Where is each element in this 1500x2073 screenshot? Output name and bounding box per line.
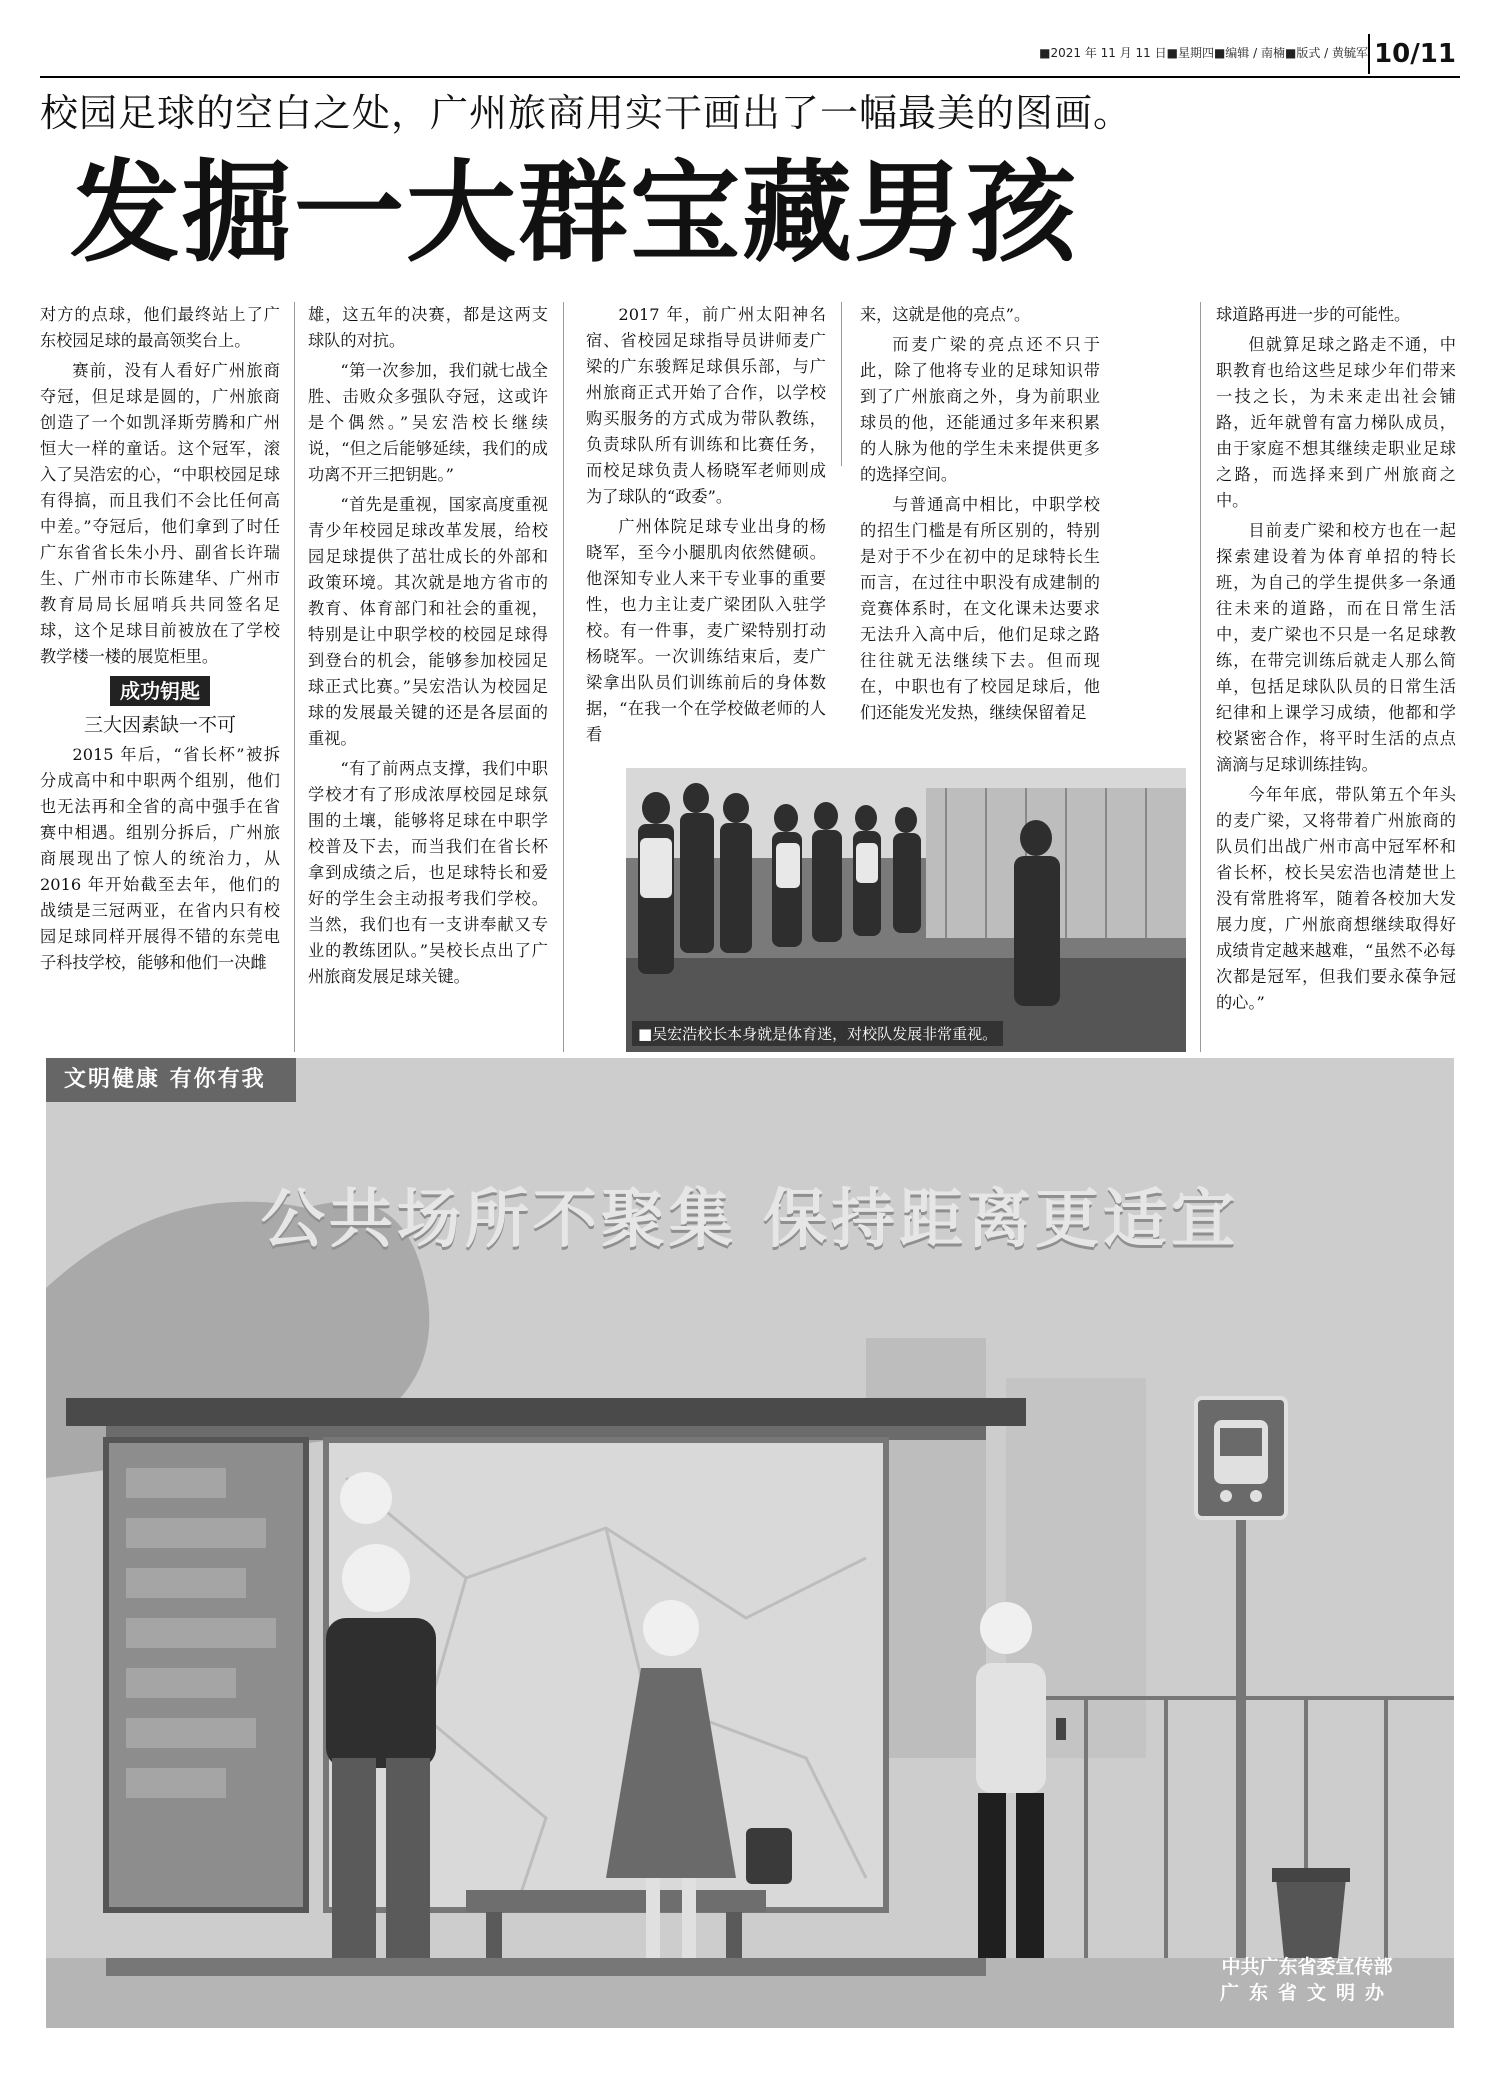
paragraph: 对方的点球，他们最终站上了广东校园足球的最高领奖台上。 [40, 305, 280, 350]
psa-poster [46, 1058, 1454, 2028]
article-column-5 [1216, 302, 1456, 1052]
article-headline: 发掘一大群宝藏男孩 [70, 148, 1078, 277]
section-heading [40, 676, 280, 738]
psa-badge: 文明健康 有你有我 [46, 1058, 296, 1102]
team-photo-illustration [626, 768, 1186, 1052]
paragraph: 目前麦广梁和校方也在一起探索建设着为体育单招的特长班，为自己的学生提供多一条通往未来的道路，而在日常生活中，麦广梁也不只是一名足球教练，在带完训练后就走人那么简单，包括足球队队员的日常生活纪律和上课学习成绩，他都和学校紧密合作，将平时生活的点点滴滴与足球训练挂钩。 [1216, 521, 1456, 774]
paragraph: 今年年底，带队第五个年头的麦广梁，又将带着广州旅商的队员们出战广州市高中冠军杯和省长杯，校长吴宏浩也清楚世上没有常胜将军，随着各校加大发展力度，广州旅商想继续取得好成绩肯定越来越难，“虽然不必每次都是冠军，但我们要永葆争冠的心。” [1216, 785, 1456, 1012]
article-column-1 [40, 302, 280, 1052]
paragraph: 雄，这五年的决赛，都是这两支球队的对抗。 [308, 305, 548, 350]
article-column-3 [586, 302, 826, 744]
team-photo [626, 768, 1186, 1052]
psa-org-line-1: 中共广东省委宣传部 [1221, 1956, 1393, 1978]
paragraph: 2017 年，前广州太阳神名宿、省校园足球指导员讲师麦广梁的广东骏辉足球俱乐部，与广州旅商正式开始了合作，以学校购买服务的方式成为带队教练，负责球队所有训练和比赛任务，而校足球负责人杨晓军老师则成为了球队的“政委”。 [586, 305, 826, 506]
psa-organization [1220, 1954, 1394, 2006]
paragraph: “有了前两点支撑，我们中职学校才有了形成浓厚校园足球氛围的土壤，能够将足球在中职学校普及下去，而当我们在省长杯拿到成绩之后，也足球特长和爱好的学生会主动报考我们学校。当然，我们也有一支讲奉献又专业的教练团队。”吴校长点出了广州旅商发展足球关键。 [308, 759, 548, 986]
photo-caption: ■吴宏浩校长本身就是体育迷，对校队发展非常重视。 [632, 1021, 1003, 1046]
psa-org-line-2: 广东省文明办 [1219, 1982, 1394, 2004]
page-number: 10/11 [1368, 34, 1460, 74]
paragraph: 赛前，没有人看好广州旅商夺冠，但足球是圆的，广州旅商创造了一个如凯泽斯劳腾和广州恒大一样的童话。这个冠军，滚入了吴浩宏的心，“中职校园足球有得搞，而且我们不会比任何高中差。”夺冠后，他们拿到了时任广东省省长朱小丹、副省长许瑞生、广州市市长陈建华、广州市教育局局长屈哨兵共同签名足球，这个足球目前被放在了学校教学楼一楼的展览柜里。 [40, 361, 280, 666]
section-subheading: 三大因素缺一不可 [83, 714, 236, 736]
paragraph: 来，这就是他的亮点”。 [860, 305, 1031, 324]
paragraph: 但就算足球之路走不通，中职教育也给这些足球少年们带来一技之长，为未来走出社会铺路，近年就曾有富力梯队成员，由于家庭不想其继续走职业足球之路，而选择来到广州旅商之中。 [1216, 335, 1456, 510]
paragraph: 广州体院足球专业出身的杨晓军，至今小腿肌肉依然健硕。他深知专业人来干专业事的重要性，也力主让麦广梁团队入驻学校。有一件事，麦广梁特别打动杨晓军。一次训练结束后，麦广梁拿出队员们训练前后的身体数据，“在我一个在学校做老师的人看 [586, 517, 826, 744]
article-column-2 [308, 302, 548, 1052]
section-tag: 成功钥匙 [110, 676, 210, 706]
paragraph: 2015 年后，“省长杯”被拆分成高中和中职两个组别，他们也无法再和全省的高中强手在省赛中相遇。组别分拆后，广州旅商展现出了惊人的统治力，从 2016 年开始截至去年，他们的战绩是三冠两亚，在省内只有校园足球同样开展得不错的东莞电子科技学校，能够和他们一决雌 [40, 745, 280, 972]
paragraph: 而麦广梁的亮点还不只于此，除了他将专业的足球知识带到了广州旅商之外，身为前职业球员的他，还能通过多年来积累的人脉为他的学生未来提供更多的选择空间。 [860, 335, 1100, 484]
psa-slogan: 公共场所不聚集 保持距离更适宜 [260, 1183, 1240, 1257]
column-divider [841, 302, 842, 466]
column-divider [1200, 302, 1201, 1052]
page-header [40, 34, 1460, 74]
dateline: ■2021 年 11 月 11 日■星期四■编辑 / 南楠■版式 / 黄毓军 [1039, 46, 1368, 60]
column-divider [563, 302, 564, 1052]
paragraph: 与普通高中相比，中职学校的招生门槛是有所区别的，特别是对于不少在初中的足球特长生而言，在过往中职没有成建制的竞赛体系时，在文化课未达要求无法升入高中后，他们足球之路往往就无法继续下去。但而现在，中职也有了校园足球后，他们还能发光发热，继续保留着足 [860, 495, 1100, 722]
header-rule [40, 76, 1460, 78]
article-subtitle: 校园足球的空白之处，广州旅商用实干画出了一幅最美的图画。 [40, 91, 1133, 135]
article-column-4 [860, 302, 1100, 722]
paragraph: “第一次参加，我们就七战全胜、击败众多强队夺冠，这或许是个偶然。”吴宏浩校长继续说，“但之后能够延续，我们的成功离不开三把钥匙。” [308, 361, 548, 484]
paragraph: 球道路再进一步的可能性。 [1216, 305, 1411, 324]
column-divider [294, 302, 295, 1052]
paragraph: “首先是重视，国家高度重视青少年校园足球改革发展，给校园足球提供了茁壮成长的外部和政策环境。其次就是地方省市的教育、体育部门和社会的重视，特别是让中职学校的校园足球得到登台的机会，能够参加校园足球正式比赛。”吴宏浩认为校园足球的发展最关键的还是各层面的重视。 [308, 495, 548, 748]
